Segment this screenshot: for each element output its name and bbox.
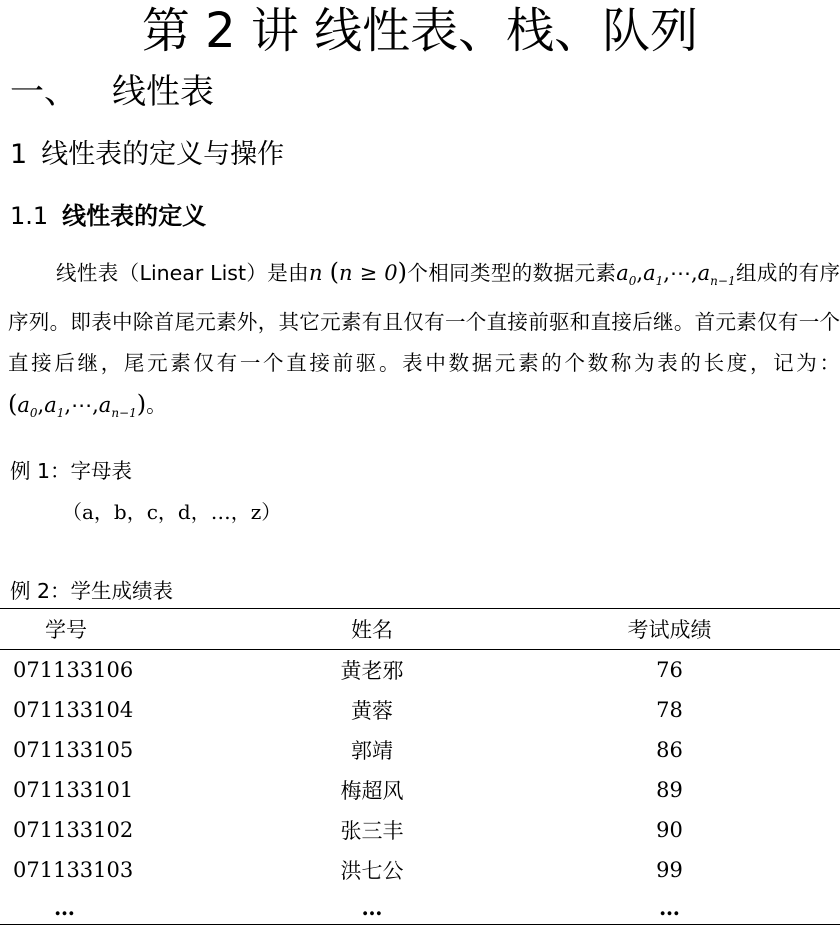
cell-student-id: 071133101 bbox=[13, 778, 134, 802]
table-row-ellipsis bbox=[0, 890, 840, 925]
subsection-heading bbox=[10, 136, 284, 174]
cell-student-id: 071133103 bbox=[13, 858, 134, 882]
cell-name: 郭靖 bbox=[351, 739, 393, 763]
subsection-title: 线性表的定义与操作 bbox=[41, 139, 285, 170]
formula-list: $(a_0,a_1,\cdots,a_{n-1})$ bbox=[8, 390, 147, 420]
section-heading bbox=[10, 68, 214, 116]
table-row bbox=[0, 730, 840, 770]
grade-table bbox=[0, 608, 840, 925]
grade-table-container bbox=[0, 608, 840, 925]
cell-name: 洪七公 bbox=[340, 859, 404, 883]
subsubsection-number: 1.1 bbox=[10, 202, 49, 230]
cell-score: 90 bbox=[656, 818, 683, 842]
subsection-number: 1 bbox=[10, 139, 28, 170]
definition-text-3: 组成的有序序列。即表中除首尾元素外，其它元素有且仅有一个直接前驱和直接后继。首元素仅有一个直接后继，尾元素仅有一个直接前驱。表中数据元素的个数称为表的长度，记为： bbox=[8, 261, 840, 375]
definition-paragraph bbox=[8, 252, 840, 434]
table-row bbox=[0, 770, 840, 810]
cell-name: 黄蓉 bbox=[351, 699, 393, 723]
table-header-row bbox=[0, 609, 840, 650]
cell-score: 89 bbox=[656, 778, 683, 802]
subsubsection-title: 线性表的定义 bbox=[62, 202, 207, 230]
header-score: 考试成绩 bbox=[627, 618, 712, 642]
example-1-label: 例 1：字母表 bbox=[10, 459, 133, 483]
page-title: 第 2 讲 线性表、栈、队列 bbox=[141, 3, 699, 59]
table-row bbox=[0, 690, 840, 730]
table-row bbox=[0, 850, 840, 890]
definition-text-1: 线性表（Linear List）是由 bbox=[56, 261, 310, 285]
cell-ellipsis: … bbox=[659, 894, 680, 920]
cell-ellipsis: … bbox=[361, 894, 383, 920]
definition-text-2: 个相同类型的数据元素 bbox=[406, 261, 617, 285]
cell-ellipsis: … bbox=[54, 894, 75, 920]
cell-student-id: 071133104 bbox=[13, 698, 134, 722]
cell-name: 黄老邪 bbox=[340, 659, 404, 683]
cell-name: 张三丰 bbox=[340, 819, 404, 843]
table-row bbox=[0, 650, 840, 691]
table-row bbox=[0, 810, 840, 850]
cell-score: 99 bbox=[656, 858, 683, 882]
cell-score: 86 bbox=[656, 738, 683, 762]
definition-text-4: 。 bbox=[146, 393, 167, 417]
subsubsection-heading bbox=[10, 198, 206, 234]
example-1-content: （a，b，c，d，…，z） bbox=[62, 500, 282, 524]
cell-score: 76 bbox=[656, 658, 683, 682]
header-student-id: 学号 bbox=[45, 618, 87, 642]
cell-student-id: 071133105 bbox=[13, 738, 134, 762]
cell-score: 78 bbox=[656, 698, 683, 722]
header-name: 姓名 bbox=[351, 618, 393, 642]
section-number: 一、 bbox=[10, 72, 78, 112]
example-2-label: 例 2：学生成绩表 bbox=[10, 579, 174, 603]
cell-name: 梅超风 bbox=[340, 779, 404, 803]
cell-student-id: 071133106 bbox=[13, 658, 134, 682]
cell-student-id: 071133102 bbox=[13, 818, 134, 842]
formula-sequence: $a_0,a_1,\cdots,a_{n-1}$ bbox=[616, 261, 736, 288]
section-title: 线性表 bbox=[112, 72, 214, 112]
formula-n: n (n ≥ 0) bbox=[309, 258, 407, 286]
